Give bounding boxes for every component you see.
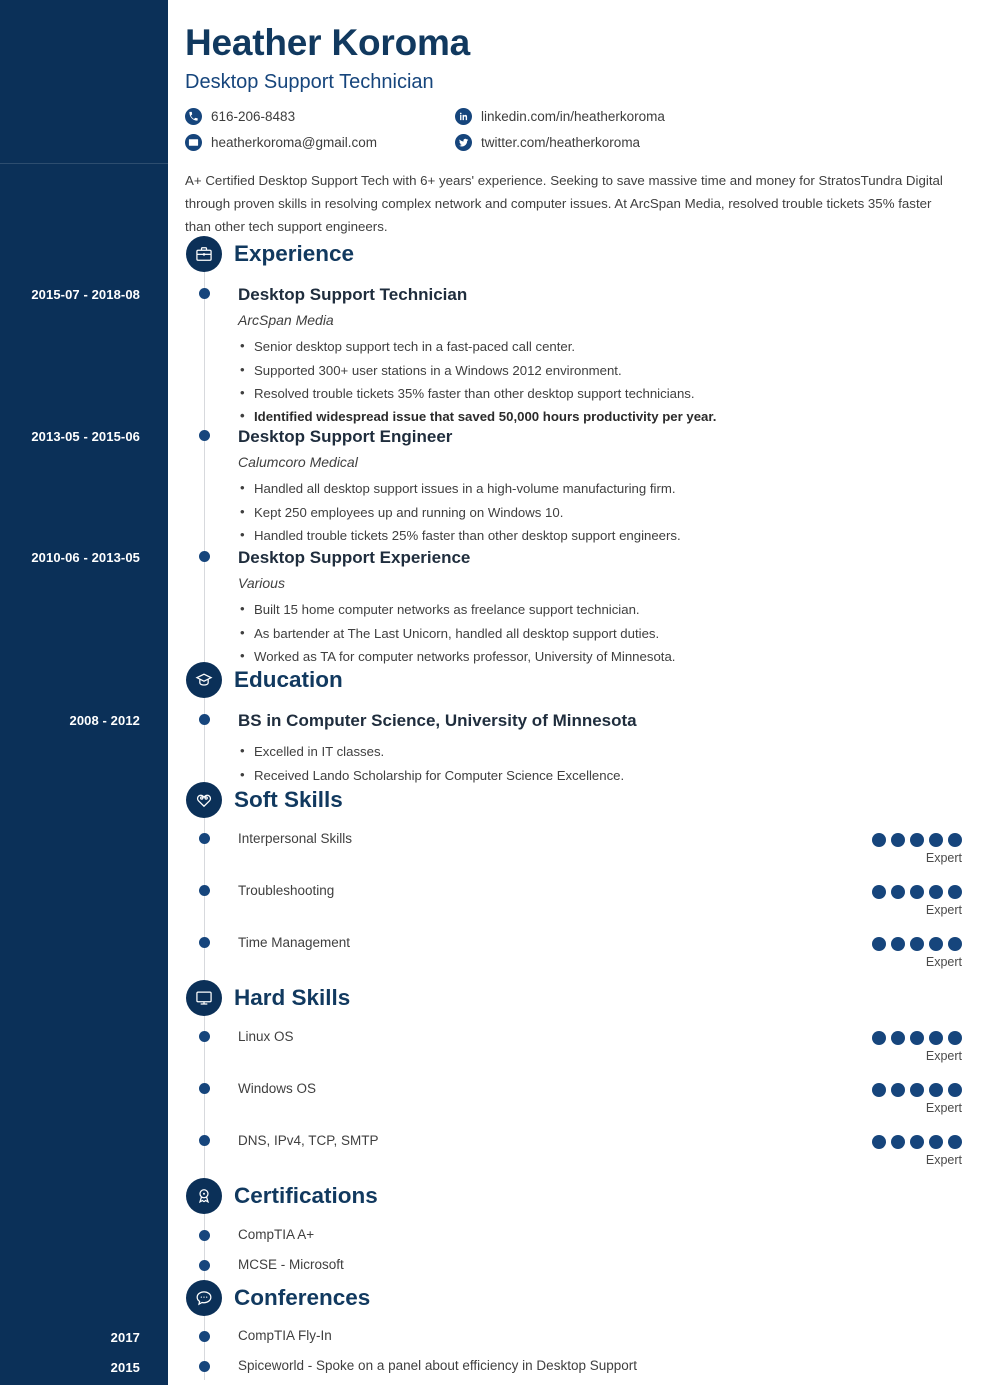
rating-dot xyxy=(929,937,943,951)
conference-label-2: Spiceworld - Spoke on a panel about efficiency in Desktop Support xyxy=(238,1358,637,1373)
rating-dot xyxy=(872,937,886,951)
timeline-dot xyxy=(199,937,210,948)
rating-level: Expert xyxy=(925,955,962,969)
soft-skill-rating-1 xyxy=(812,833,962,865)
list-item: • Handled trouble tickets 25% faster than other desktop support engineers. xyxy=(238,525,968,546)
timeline-dot xyxy=(199,1083,210,1094)
rating-dot xyxy=(929,1135,943,1149)
email-icon xyxy=(185,134,202,151)
section-title-education: Education xyxy=(234,667,343,692)
rating-dot xyxy=(910,833,924,847)
contact-twitter[interactable] xyxy=(455,134,975,151)
experience-org-2: Calumcoro Medical xyxy=(238,454,358,471)
contact-linkedin[interactable] xyxy=(455,108,975,125)
education-bullets-1 xyxy=(238,741,968,785)
certification-item-1 xyxy=(238,1227,968,1242)
rating-dot xyxy=(872,833,886,847)
timeline-dot xyxy=(199,288,210,299)
rating-dot xyxy=(948,1135,962,1149)
rating-dot xyxy=(948,937,962,951)
rating-dots xyxy=(812,937,962,951)
briefcase-icon xyxy=(186,236,222,272)
certification-label-1: CompTIA A+ xyxy=(238,1227,315,1242)
conference-label-1: CompTIA Fly-In xyxy=(238,1328,332,1343)
hard-skill-label-1: Linux OS xyxy=(238,1029,294,1044)
rating-dot xyxy=(910,937,924,951)
soft-skill-rating-3 xyxy=(812,937,962,969)
hard-skill-rating-3 xyxy=(812,1135,962,1167)
experience-role-2: Desktop Support Engineer xyxy=(238,427,453,446)
experience-entry-3 xyxy=(238,548,968,669)
timeline-dot xyxy=(199,833,210,844)
rating-level: Expert xyxy=(925,851,962,865)
soft-skill-rating-2 xyxy=(812,885,962,917)
rating-dots xyxy=(812,1083,962,1097)
rating-dot xyxy=(948,833,962,847)
section-title-conferences: Conferences xyxy=(234,1285,371,1310)
section-title-experience: Experience xyxy=(234,241,355,266)
rating-dot xyxy=(929,833,943,847)
left-sidebar xyxy=(0,0,168,1385)
list-item: • Built 15 home computer networks as freelance support technician. xyxy=(238,599,968,620)
rating-dot xyxy=(891,1135,905,1149)
monitor-icon xyxy=(186,980,222,1016)
education-date-1: 2008 - 2012 xyxy=(69,713,140,728)
rating-dot xyxy=(891,937,905,951)
contact-linkedin-text: linkedin.com/in/heatherkoroma xyxy=(481,109,665,125)
experience-org-1: ArcSpan Media xyxy=(238,312,334,329)
list-item: • Supported 300+ user stations in a Windows 2012 environment. xyxy=(238,360,968,381)
sidebar-divider xyxy=(0,163,168,164)
resume-header xyxy=(185,22,975,151)
rating-dot xyxy=(891,885,905,899)
section-heading-experience xyxy=(186,236,354,272)
experience-role-3: Desktop Support Experience xyxy=(238,548,471,567)
list-item: • As bartender at The Last Unicorn, handled all desktop support duties. xyxy=(238,623,968,644)
rating-dot xyxy=(910,1135,924,1149)
experience-date-1: 2015-07 - 2018-08 xyxy=(31,287,140,302)
rating-dot xyxy=(891,1083,905,1097)
award-ribbon-icon xyxy=(186,1178,222,1214)
hard-skill-label-3: DNS, IPv4, TCP, SMTP xyxy=(238,1133,379,1148)
experience-date-3: 2010-06 - 2013-05 xyxy=(31,550,140,565)
experience-org-3: Various xyxy=(238,575,285,592)
list-item: • Resolved trouble tickets 35% faster than other desktop support technicians. xyxy=(238,383,968,404)
experience-entry-2 xyxy=(238,427,968,548)
experience-role-1: Desktop Support Technician xyxy=(238,285,468,304)
hard-skill-rating-2 xyxy=(812,1083,962,1115)
conference-item-1 xyxy=(238,1328,968,1343)
education-entry-1 xyxy=(238,711,968,788)
section-heading-hard-skills xyxy=(186,980,350,1016)
rating-dots xyxy=(812,833,962,847)
rating-dot xyxy=(891,833,905,847)
rating-dot xyxy=(948,885,962,899)
page-title: Heather Koroma xyxy=(185,22,471,63)
timeline-dot xyxy=(199,1230,210,1241)
phone-icon xyxy=(185,108,202,125)
hard-skill-rating-1 xyxy=(812,1031,962,1063)
contact-list xyxy=(185,108,975,151)
contact-email[interactable] xyxy=(185,134,455,151)
linkedin-icon xyxy=(455,108,472,125)
list-item: • Worked as TA for computer networks professor, University of Minnesota. xyxy=(238,646,968,667)
hard-skill-label-2: Windows OS xyxy=(238,1081,317,1096)
contact-email-text: heatherkoroma@gmail.com xyxy=(211,135,378,151)
rating-dot xyxy=(948,1031,962,1045)
conference-date-2: 2015 xyxy=(110,1360,140,1375)
experience-bullets-1 xyxy=(238,336,968,427)
timeline-dot xyxy=(199,714,210,725)
heart-puzzle-icon xyxy=(186,782,222,818)
graduation-cap-icon xyxy=(186,662,222,698)
experience-date-2: 2013-05 - 2015-06 xyxy=(31,429,140,444)
rating-dot xyxy=(891,1031,905,1045)
job-title: Desktop Support Technician xyxy=(185,71,434,94)
rating-dot xyxy=(872,1135,886,1149)
timeline-dot xyxy=(199,430,210,441)
rating-level: Expert xyxy=(925,903,962,917)
timeline-dot xyxy=(199,1260,210,1271)
section-title-soft-skills: Soft Skills xyxy=(234,787,343,812)
contact-phone-text: 616-206-8483 xyxy=(211,109,296,125)
rating-level: Expert xyxy=(925,1153,962,1167)
rating-dot xyxy=(948,1083,962,1097)
timeline-dot xyxy=(199,551,210,562)
rating-dot xyxy=(910,885,924,899)
rating-dots xyxy=(812,885,962,899)
rating-dot xyxy=(929,885,943,899)
section-heading-soft-skills xyxy=(186,782,343,818)
rating-dot xyxy=(910,1031,924,1045)
rating-dot xyxy=(872,1083,886,1097)
section-heading-certifications xyxy=(186,1178,378,1214)
list-item: • Kept 250 employees up and running on Windows 10. xyxy=(238,502,968,523)
twitter-icon xyxy=(455,134,472,151)
contact-phone[interactable] xyxy=(185,108,455,125)
timeline-dot xyxy=(199,1135,210,1146)
speech-bubble-icon xyxy=(186,1280,222,1316)
rating-dot xyxy=(910,1083,924,1097)
rating-dot xyxy=(872,1031,886,1045)
list-item: • Handled all desktop support issues in a high-volume manufacturing firm. xyxy=(238,478,968,499)
list-item: • Excelled in IT classes. xyxy=(238,741,968,762)
conference-date-1: 2017 xyxy=(110,1330,140,1345)
timeline-dot xyxy=(199,1361,210,1372)
list-item: • Received Lando Scholarship for Computer Science Excellence. xyxy=(238,765,968,786)
professional-summary: A+ Certified Desktop Support Tech with 6+ years' experience. Seeking to save massive time and money for StratosTundra Digital through proven skills in resolving complex network and computer issues. At ArcSpan Media, resolved trouble tickets 35% faster than other tech support engineers. xyxy=(185,173,943,234)
section-title-certifications: Certifications xyxy=(234,1183,378,1208)
list-item: • Identified widespread issue that saved 50,000 hours productivity per year. xyxy=(238,406,968,427)
contact-twitter-text: twitter.com/heatherkoroma xyxy=(481,135,641,151)
rating-dots xyxy=(812,1031,962,1045)
rating-level: Expert xyxy=(925,1101,962,1115)
section-heading-conferences xyxy=(186,1280,370,1316)
rating-dot xyxy=(872,885,886,899)
experience-bullets-2 xyxy=(238,478,968,545)
conference-item-2 xyxy=(238,1358,968,1373)
rating-dot xyxy=(929,1083,943,1097)
rating-dot xyxy=(929,1031,943,1045)
timeline-dot xyxy=(199,885,210,896)
experience-entry-1 xyxy=(238,285,968,429)
experience-bullets-3 xyxy=(238,599,968,666)
certification-item-2 xyxy=(238,1257,968,1272)
section-title-hard-skills: Hard Skills xyxy=(234,985,351,1010)
timeline-dot xyxy=(199,1331,210,1342)
section-heading-education xyxy=(186,662,343,698)
list-item: • Senior desktop support tech in a fast-paced call center. xyxy=(238,336,968,357)
soft-skill-label-3: Time Management xyxy=(238,935,351,950)
education-degree-1: BS in Computer Science, University of Minnesota xyxy=(238,711,637,730)
certification-label-2: MCSE - Microsoft xyxy=(238,1257,344,1272)
rating-dots xyxy=(812,1135,962,1149)
soft-skill-label-1: Interpersonal Skills xyxy=(238,831,353,846)
rating-level: Expert xyxy=(925,1049,962,1063)
soft-skill-label-2: Troubleshooting xyxy=(238,883,335,898)
timeline-dot xyxy=(199,1031,210,1042)
